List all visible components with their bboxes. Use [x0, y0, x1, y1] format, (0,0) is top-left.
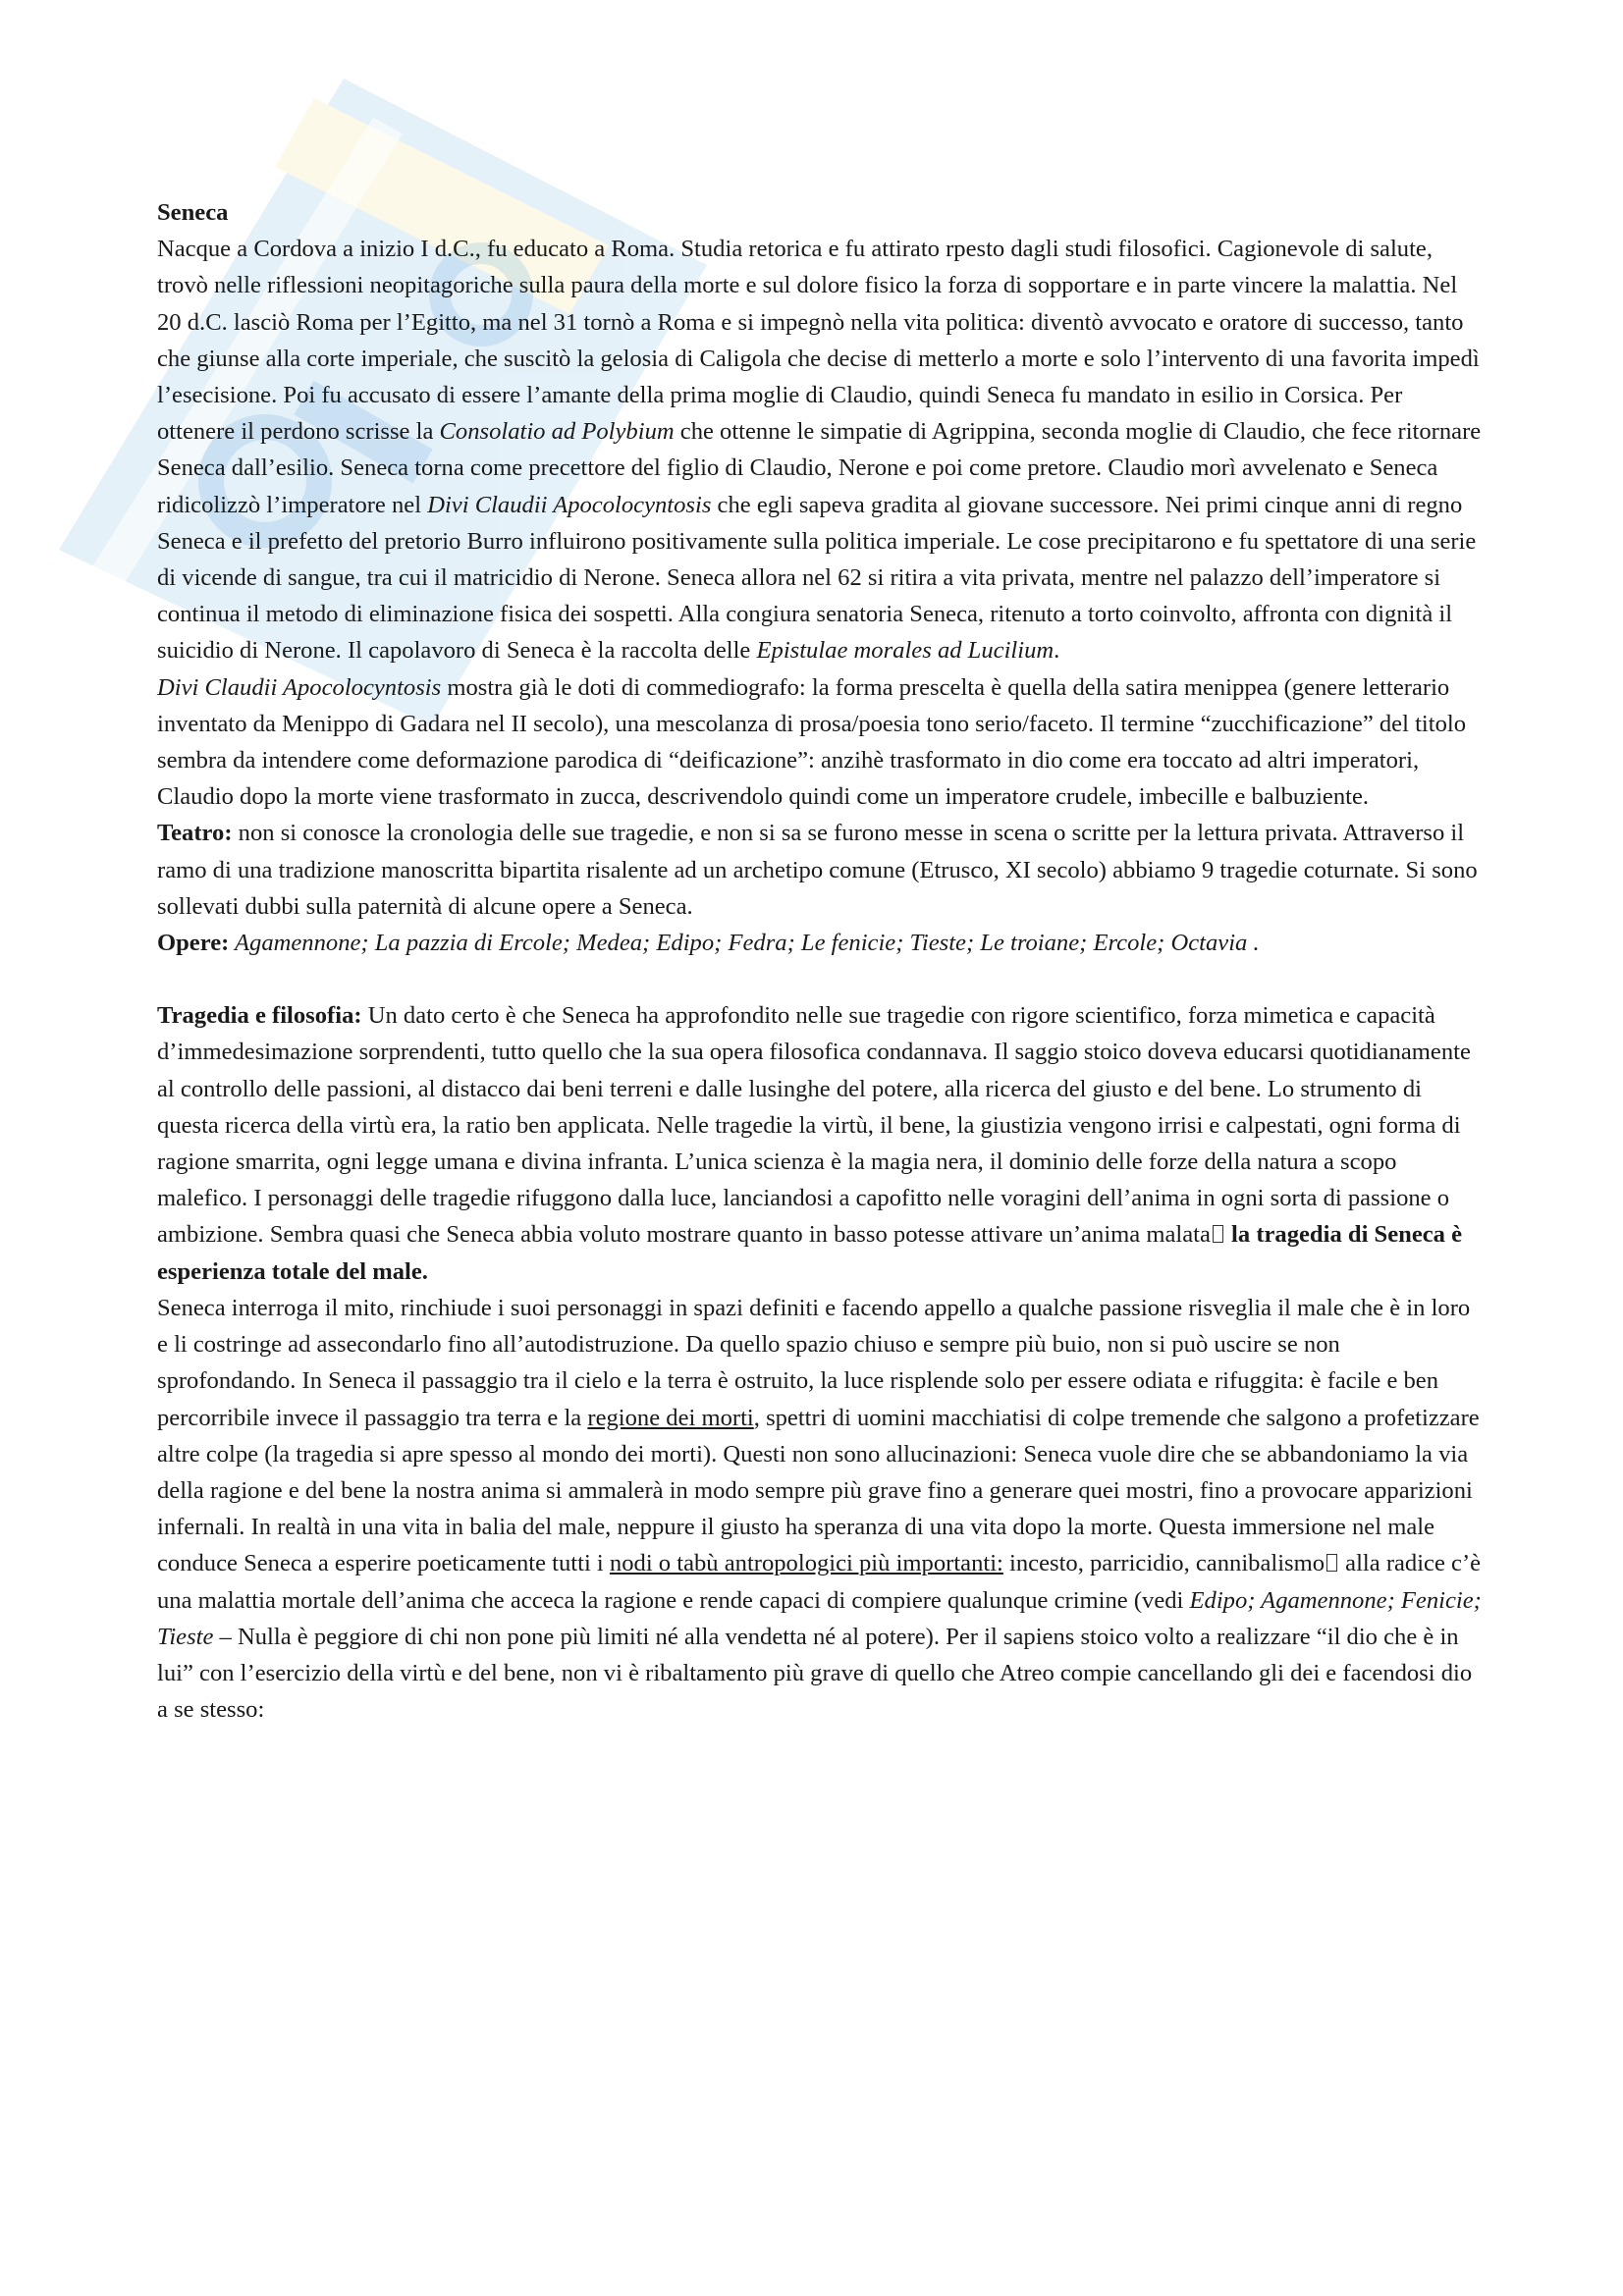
text-run: incesto, parricidio, cannibalismo: [1002, 1550, 1325, 1577]
text-run: Seneca interroga il mito, rinchiude i suoi personaggi in spazi definiti e facendo appello a qualche passione risveglia il male che è in loro e li costringe ad assecondarlo fino all’autodistruzione. Da quello spazio chiuso e sempre più buio, non si può uscire se non sprofondando. In Seneca il passaggio tra il cielo e la terra è ostruito, la luce risplende solo per essere odiata e rifuggita: è facile e ben percorribile invece il passaggio tra terra e la: [157, 1294, 1471, 1431]
underlined-text: regione dei morti: [587, 1404, 754, 1431]
underlined-text: nodi o tabù antropologici più importanti:: [609, 1550, 1003, 1577]
emphasis-text: la tragedia di Seneca è esperienza totale del male.: [157, 1221, 1463, 1285]
document-body: [157, 194, 1483, 1728]
tragedia-filosofia-paragraph: [157, 997, 1483, 1290]
text-run: .: [1247, 930, 1260, 957]
opere-paragraph: [157, 925, 1483, 961]
work-title: Epistulae morales ad Lucilium: [756, 637, 1055, 665]
document-title: Seneca: [157, 199, 229, 226]
text-run: non si conosce la cronologia delle sue tragedie, e non si sa se furono messe in scena o scritte per la lettura privata. Attraverso il ramo di una tradizione manoscritta bipartita risalente ad un archetipo comune (Etrusco, XI secolo) abbiamo 9 tragedie coturnate. Si sono sollevati dubbi sulla paternità di alcune opere a Seneca.: [157, 820, 1478, 920]
text-run: Nulla è peggiore di chi non pone più limiti né alla vendetta né al potere). Per il sapiens stoico volto a realizzare “il dio che è in lui” con l’esercizio della virtù e del bene, non vi è ribaltamento più grave di quello che Atreo compie cancellando gli dei e facendosi dio a se stesso:: [157, 1623, 1473, 1724]
section-label: Tragedia e filosofia:: [157, 1002, 362, 1030]
teatro-paragraph: [157, 815, 1483, 925]
mito-paragraph: [157, 1290, 1483, 1728]
work-title: Edipo; Agamennone; Fenicie; Tieste –: [157, 1586, 1482, 1650]
missing-glyph-icon: [1326, 1554, 1337, 1572]
work-title: Consolatio ad Polybium: [439, 418, 675, 446]
works-list: Agamennone; La pazzia di Ercole; Medea; Edipo; Fedra; Le fenicie; Tieste; Le troiane; Ercole; Octavia: [229, 930, 1248, 957]
apocolocyntosis-paragraph: [157, 669, 1483, 816]
paragraph-spacer: [157, 961, 1483, 997]
biography-paragraph: [157, 231, 1483, 668]
section-label: Teatro:: [157, 820, 233, 847]
text-run: .: [1054, 637, 1060, 665]
text-run: che egli sapeva gradita al giovane successore. Nei primi cinque anni di regno Seneca e il prefetto del pretorio Burro influirono positivamente sulla politica imperiale. Le cose precipitarono e fu spettatore di una serie di vicende di sangue, tra cui il matricidio di Nerone. Seneca allora nel 62 si ritira a vita privata, mentre nel palazzo dell’imperatore si continua il metodo di eliminazione fisica dei sospetti. Alla congiura senatoria Seneca, ritenuto a torto coinvolto, affronta con dignità il suicidio di Nerone. Il capolavoro di Seneca è la raccolta delle: [157, 491, 1477, 665]
text-run: alla radice c’è una malattia mortale dell’anima che acceca la ragione e rende capaci di compiere qualunque crimine (vedi: [157, 1550, 1482, 1614]
work-title: Divi Claudii Apocolocyntosis: [157, 673, 442, 701]
text-run: Nacque a Cordova a inizio I d.C., fu educato a Roma. Studia retorica e fu attirato rpesto dagli studi filosofici. Cagionevole di salute, trovò nelle riflessioni neopitagoriche sulla paura della morte e sul dolore fisico la forza di sopportare e in parte vincere la malattia. Nel 20 d.C. lasciò Roma per l’Egitto, ma nel 31 tornò a Roma e si impegnò nella vita politica: diventò avvocato e oratore di successo, tanto che giunse alla corte imperiale, che suscitò la gelosia di Caligola che decise di metterlo a morte e solo l’intervento di una favorita impedì l’esecisione. Poi fu accusato di essere l’amante della prima moglie di Claudio, quindi Seneca fu mandato in esilio in Corsica. Per ottenere il perdono scrisse la: [157, 236, 1480, 446]
text-run: che ottenne le simpatie di Agrippina, seconda moglie di Claudio, che fece ritornare Seneca dall’esilio. Seneca torna come precettore del figlio di Claudio, Nerone e poi come pretore. Claudio morì avvelenato e Seneca ridicolizzò l’imperatore nel: [157, 418, 1482, 518]
text-run: mostra già le doti di commediografo: la forma prescelta è quella della satira menippea (genere letterario inventato da Menippo di Gadara nel II secolo), una mescolanza di prosa/poesia tono serio/faceto. Il termine “zucchificazione” del titolo sembra da intendere come deformazione parodica di “deificazione”: anzihè trasformato in dio come era toccato ad altri imperatori, Claudio dopo la morte viene trasformato in zucca, descrivendolo quindi come un imperatore crudele, imbecille e balbuziente.: [157, 673, 1467, 811]
work-title: Divi Claudii Apocolocyntosis: [427, 491, 712, 518]
missing-glyph-icon: [1213, 1225, 1223, 1243]
text-run: Un dato certo è che Seneca ha approfondito nelle sue tragedie con rigore scientifico, forza mimetica e capacità d’immedesimazione sorprendenti, tutto quello che la sua opera filosofica condannava. Il saggio stoico doveva educarsi quotidianamente al controllo delle passioni, al distacco dai beni terreni e dalle lusinghe del potere, alla ricerca del giusto e del bene. Lo strumento di questa ricerca della virtù era, la ratio ben applicata. Nelle tragedie la virtù, il bene, la giustizia vengono irrisi e calpestati, ogni forma di ragione smarrita, ogni legge umana e divina infranta. L’unica scienza è la magia nera, il dominio delle forze della natura a scopo malefico. I personaggi delle tragedie rifuggono dalla luce, lanciandosi a capofitto nelle voragini dell’anima in ogni sorta di passione o ambizione. Sembra quasi che Seneca abbia voluto mostrare quanto in basso potesse attivare un’anima malata: [157, 1002, 1471, 1249]
text-run: , spettri di uomini macchiatisi di colpe tremende che salgono a profetizzare altre colpe (la tragedia si apre spesso al mondo dei morti). Questi non sono allucinazioni: Seneca vuole dire che se abbandoniamo la via della ragione e del bene la nostra anima si ammalerà in modo sempre più grave fino a generare quei mostri, fino a provocare apparizioni infernali. In realtà in una vita in balia del male, neppure il giusto ha speranza di una vita dopo la morte. Questa immersione nel male conduce Seneca a esperire poeticamente tutti i: [157, 1404, 1480, 1577]
section-label: Opere:: [157, 930, 230, 957]
